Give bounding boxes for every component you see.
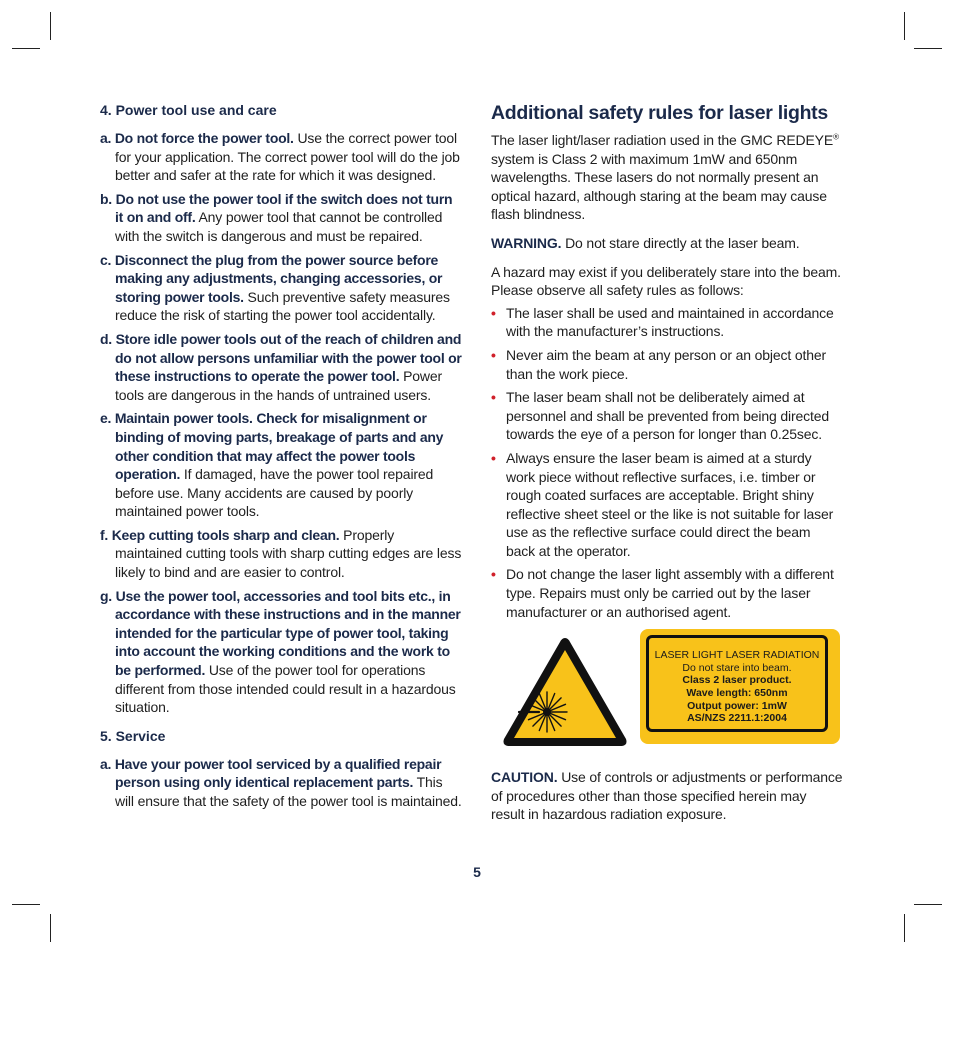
crop-mark (914, 904, 942, 905)
list-item: • Never aim the beam at any person or an object other than the work piece. (491, 346, 826, 382)
section-title-laser-rules: Additional safety rules for laser lights (491, 102, 828, 124)
list-item: f. Keep cutting tools sharp and clean. Properly maintained cutting tools with sharp cutting edges are less likely to bind and are easier to control. (100, 526, 462, 581)
list-item: a. Do not force the power tool. Use the correct power tool for your application. The correct power tool will do the job better and safer at the rate for which it was designed. (100, 130, 460, 184)
list-item: b. Do not use the power tool if the switch does not turn it on and off. Any power tool that cannot be controlled with the switch is dangerous and must be repaired. (100, 190, 453, 244)
crop-mark (914, 48, 942, 49)
section-heading-power-tool-use: 4. Power tool use and care (100, 102, 277, 118)
crop-mark (50, 12, 51, 40)
caution-paragraph: CAUTION. Use of controls or adjustments or performance of procedures other than those specified herein may result in hazardous radiation exposure. (491, 769, 843, 823)
list-item: • Always ensure the laser beam is aimed at a sturdy work piece without reflective surfaces, i.e. timber or rough coated surfaces are acceptable. Bright shiny reflective sheet steel or the like is not suitable for laser use as the reflective surface could direct the beam back at the operator. (491, 449, 834, 559)
intro-paragraph: The laser light/laser radiation used in the GMC REDEYE® system is Class 2 with maximum 1mW and 650nm wavelengths. These lasers do not normally present an optical hazard, although staring at the beam may cause flash blindness. (491, 132, 839, 223)
list-item: d. Store idle power tools out of the reach of children and do not allow persons unfamiliar with the power tool or these instructions to operate the power tool. Power tools are dangerous in the hands of untrained users. (100, 330, 462, 403)
hazard-paragraph: A hazard may exist if you deliberately stare into the beam. Please observe all safety rules as follows: (491, 263, 841, 299)
page-number: 5 (473, 864, 481, 880)
list-item: a. Have your power tool serviced by a qualified repair person using only identical replacement parts. This will ensure that the safety of the power tool is maintained. (100, 755, 462, 809)
list-item: e. Maintain power tools. Check for misalignment or binding of moving parts, breakage of parts and any other condition that may affect the power tools operation. If damaged, have the power tool repaired before use. Many accidents are caused by poorly maintained power tools. (100, 410, 444, 520)
right-column (491, 101, 843, 834)
crop-mark (12, 48, 40, 49)
list-item: c. Disconnect the plug from the power source before making any adjustments, changing accessories, or storing power tools. Such preventive safety measures reduce the risk of starting the power tool accidentally. (100, 251, 450, 324)
laser-radiation-label: LASER LIGHT LASER RADIATION Do not stare into beam. Class 2 laser product. Wave length: 650nm Output power: 1mW AS/NZS 2211.1:2004 (640, 629, 840, 744)
section-heading-service: 5. Service (100, 727, 166, 744)
crop-mark (904, 914, 905, 942)
warning-paragraph: WARNING. Do not stare directly at the laser beam. (491, 234, 800, 251)
laser-warning-triangle-icon (501, 635, 629, 749)
list-item: g. Use the power tool, accessories and tool bits etc., in accordance with these instructions and in the manner intended for the particular type of power tool, taking into account the working conditions and the work to be performed. Use of the power tool for operations different from those intended could result in a hazardous situation. (100, 587, 461, 716)
list-item: • The laser shall be used and maintained in accordance with the manufacturer’s instructions. (491, 304, 834, 340)
crop-mark (12, 904, 40, 905)
list-item: • Do not change the laser light assembly with a different type. Repairs must only be carried out by the laser manufacturer or an authorised agent. (491, 566, 834, 620)
left-column (100, 101, 462, 816)
laser-warning-signs (491, 632, 843, 760)
crop-mark (904, 12, 905, 40)
safety-bullet-list (491, 304, 843, 622)
list-item: • The laser beam shall not be deliberately aimed at personnel and shall be prevented from being directed towards the eye of a person for longer than 0.25sec. (491, 389, 829, 443)
crop-mark (50, 914, 51, 942)
